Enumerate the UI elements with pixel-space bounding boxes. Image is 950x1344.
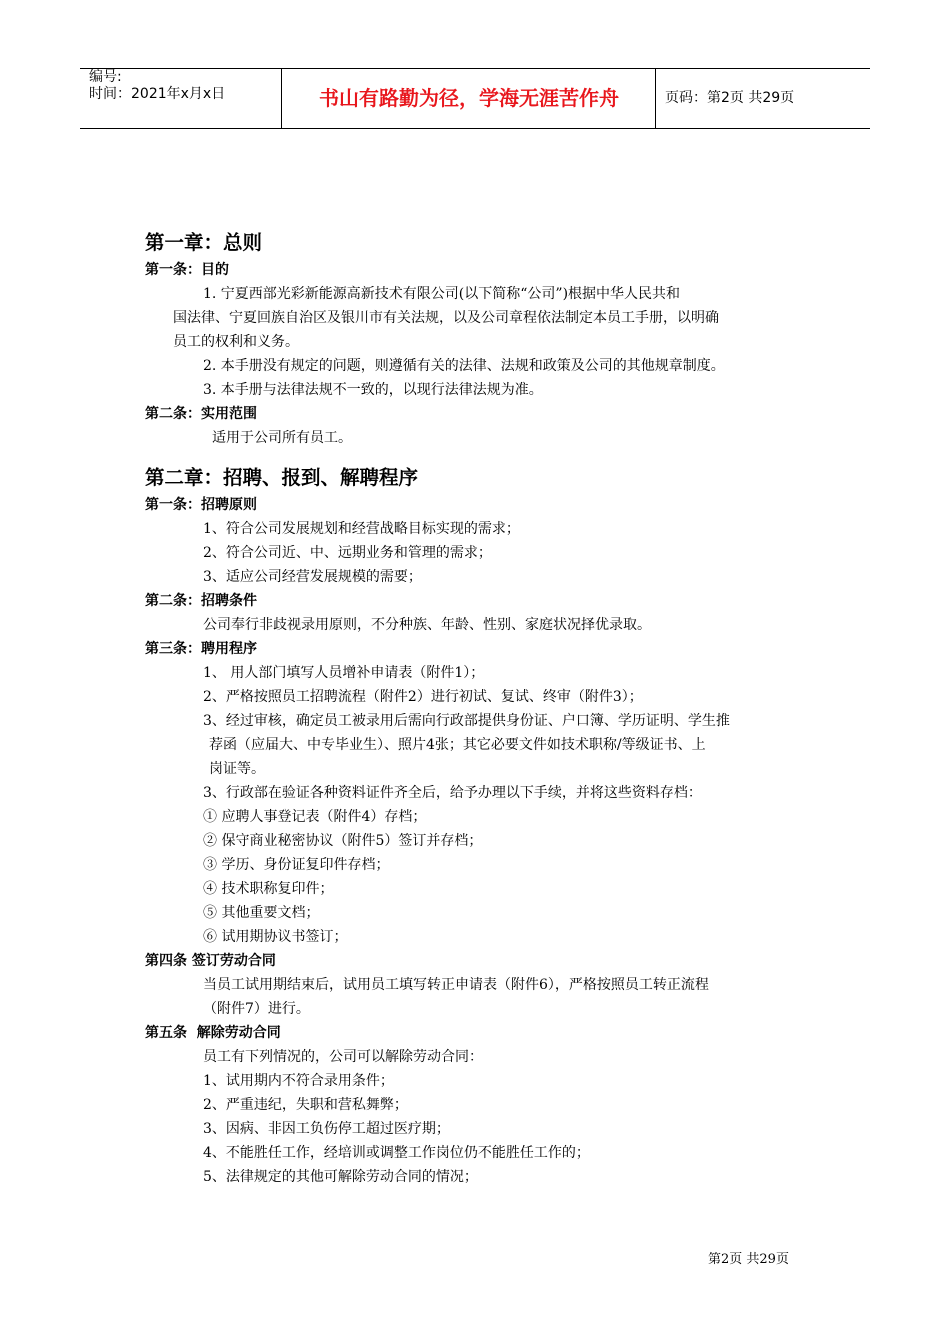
header-left <box>89 69 225 103</box>
list-item: 2、符合公司近、中、远期业务和管理的需求； <box>203 545 492 561</box>
list-item: 3、行政部在验证各种资料证件齐全后，给予办理以下手续，并将这些资料存档： <box>203 785 702 801</box>
paragraph-line: 员工的权利和义务。 <box>173 334 299 350</box>
article-title: 第二条：实用范围 <box>145 406 257 422</box>
date-line: 时间：2021年x月x日 <box>89 86 226 102</box>
list-item: 4、不能胜任工作，经培训或调整工作岗位仍不能胜任工作的； <box>203 1145 590 1161</box>
list-item: 3、适应公司经营发展规模的需要； <box>203 569 422 585</box>
list-item: 1、试用期内不符合录用条件； <box>203 1073 394 1089</box>
sub-item: ⑤ 其他重要文档； <box>203 905 320 921</box>
paragraph-line: 3. 本手册与法律法规不一致的，以现行法律法规为准。 <box>203 382 543 398</box>
paragraph-line: 1. 宁夏西部光彩新能源高新技术有限公司(以下简称“公司”)根据中华人民共和 <box>203 286 681 302</box>
sub-item: ③ 学历、身份证复印件存档； <box>203 857 390 873</box>
sub-item: ① 应聘人事登记表（附件4）存档； <box>203 809 427 825</box>
code-label: 编号: <box>89 69 122 85</box>
list-item: 3、经过审核，确定员工被录用后需向行政部提供身份证、户口簿、学历证明、学生推 <box>203 713 730 729</box>
list-item: 2、严格按照员工招聘流程（附件2）进行初试、复试、终审（附件3）； <box>203 689 643 705</box>
sub-item: ⑥ 试用期协议书签订； <box>203 929 348 945</box>
sub-item: ④ 技术职称复印件； <box>203 881 334 897</box>
paragraph-line: 员工有下列情况的，公司可以解除劳动合同： <box>203 1049 483 1065</box>
motto: 书山有路勤为径，学海无涯苦作舟 <box>319 86 619 110</box>
chapter-title: 第一章：总则 <box>145 231 263 254</box>
page-info: 页码：第2页 共29页 <box>665 90 795 106</box>
chapter-title: 第二章：招聘、报到、解聘程序 <box>145 466 419 489</box>
article-title: 第一条：目的 <box>145 262 229 278</box>
paragraph-line: 公司奉行非歧视录用原则，不分种族、年龄、性别、家庭状况择优录取。 <box>203 617 651 633</box>
list-item: 5、法律规定的其他可解除劳动合同的情况； <box>203 1169 478 1185</box>
list-item: 2、严重违纪，失职和营私舞弊； <box>203 1097 408 1113</box>
article-title: 第一条：招聘原则 <box>145 497 257 513</box>
list-item: 1、符合公司发展规划和经营战略目标实现的需求； <box>203 521 520 537</box>
paragraph-line: （附件7）进行。 <box>203 1001 310 1017</box>
document-body <box>145 228 825 1189</box>
article-title: 第三条：聘用程序 <box>145 641 257 657</box>
article-title: 第二条：招聘条件 <box>145 593 257 609</box>
paragraph-line: 2. 本手册没有规定的问题，则遵循有关的法律、法规和政策及公司的其他规章制度。 <box>203 358 725 374</box>
paragraph-line: 当员工试用期结束后，试用员工填写转正申请表（附件6），严格按照员工转正流程 <box>203 977 709 993</box>
page-header <box>80 68 870 129</box>
article-title: 第四条 签订劳动合同 <box>145 953 276 969</box>
list-item: 1、 用人部门填写人员增补申请表（附件1）； <box>203 665 485 681</box>
paragraph-line: 国法律、宁夏回族自治区及银川市有关法规，以及公司章程依法制定本员工手册，以明确 <box>173 310 719 326</box>
article-title: 第五条 解除劳动合同 <box>145 1025 281 1041</box>
list-item: 岗证等。 <box>209 761 265 777</box>
list-item: 3、因病、非因工负伤停工超过医疗期； <box>203 1121 450 1137</box>
paragraph-line: 适用于公司所有员工。 <box>212 430 352 446</box>
divider <box>655 69 656 128</box>
list-item: 荐函（应届大、中专毕业生）、照片4张；其它必要文件如技术职称/等级证书、上 <box>209 737 706 753</box>
page-footer: 第2页 共29页 <box>708 1252 789 1267</box>
sub-item: ② 保守商业秘密协议（附件5）签订并存档； <box>203 833 483 849</box>
